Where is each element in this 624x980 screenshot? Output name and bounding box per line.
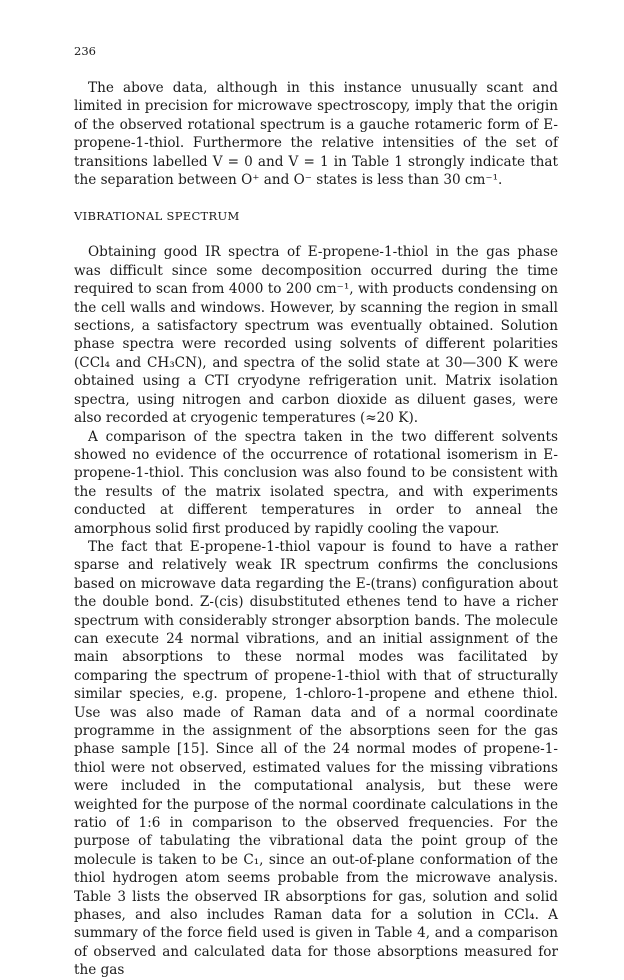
section-heading: VIBRATIONAL SPECTRUM: [74, 209, 240, 224]
body-paragraph-3: The fact that E-propene-1-thiol vapour is found to have a rather sparse and relatively weak IR spectrum confirms the conclusions based on microwave data regarding the E-(trans) configuration about the double bond. Z-(cis) disubstituted ethenes tend to have a richer spectrum with considerably stronger absorption bands. The molecule can execute 24 normal vibrations, and an initial assignment of the main absorptions to these normal modes was facilitated by comparing the spectrum of propene-1-thiol with that of structurally similar species, e.g. propene, 1-chloro-1-propene and ethene thiol. Use was also made of Raman data and of a normal coordinate programme in the assignment of the absorptions seen for the gas phase sample [15]. Since all of the 24 normal modes of propene-1-thiol were not observed, estimated values for the missing vibrations were included in the computational analysis, but these were weighted for the purpose of the normal coordinate calculations in the ratio of 1:6 in comparison to the observed frequencies. For the purpose of tabulating the vibrational data the point group of the molecule is taken to be C₁, since an out-of-plane conformation of the thiol hydrogen atom seems probable from the microwave analysis. Table 3 lists the observed IR absorptions for gas, solution and solid phases, and also includes Raman data for a solution in CCl₄. A summary of the force field used is given in Table 4, and a comparison of observed and calculated data for those absorptions measured for the gas: [74, 538, 558, 979]
body-paragraph-2: A comparison of the spectra taken in the two different solvents showed no evidence of the occurrence of rotational isomerism in E-propene-1-thiol. This conclusion was also found to be consistent with the results of the matrix isolated spectra, and with experiments conducted at different temperatures in order to anneal the amorphous solid first produced by rapidly cooling the vapour.: [74, 428, 558, 537]
intro-paragraph: The above data, although in this instance unusually scant and limited in precision for microwave spectroscopy, imply that the origin of the observed rotational spectrum is a gauche rotameric form of E-propene-1-thiol. Furthermore the relative intensities of the set of transitions labelled V = 0 and V = 1 in Table 1 strongly indicate that the separation between O⁺ and O⁻ states is less than 30 cm⁻¹.: [74, 80, 558, 189]
body-paragraph-1: Obtaining good IR spectra of E-propene-1-thiol in the gas phase was difficult since some decomposition occurred during the time required to scan from 4000 to 200 cm⁻¹, with products condensing on the cell walls and windows. However, by scanning the region in small sections, a satisfactory spectrum was eventually obtained. Solution phase spectra were recorded using solvents of different polarities (CCl₄ and CH₃CN), and spectra of the solid state at 30—300 K were obtained using a CTI cryodyne refrigeration unit. Matrix isolation spectra, using nitrogen and carbon dioxide as diluent gases, were also recorded at cryogenic temperatures (≈20 K).: [74, 244, 558, 427]
page-number: 236: [74, 44, 96, 58]
document-page: [74, 44, 558, 980]
